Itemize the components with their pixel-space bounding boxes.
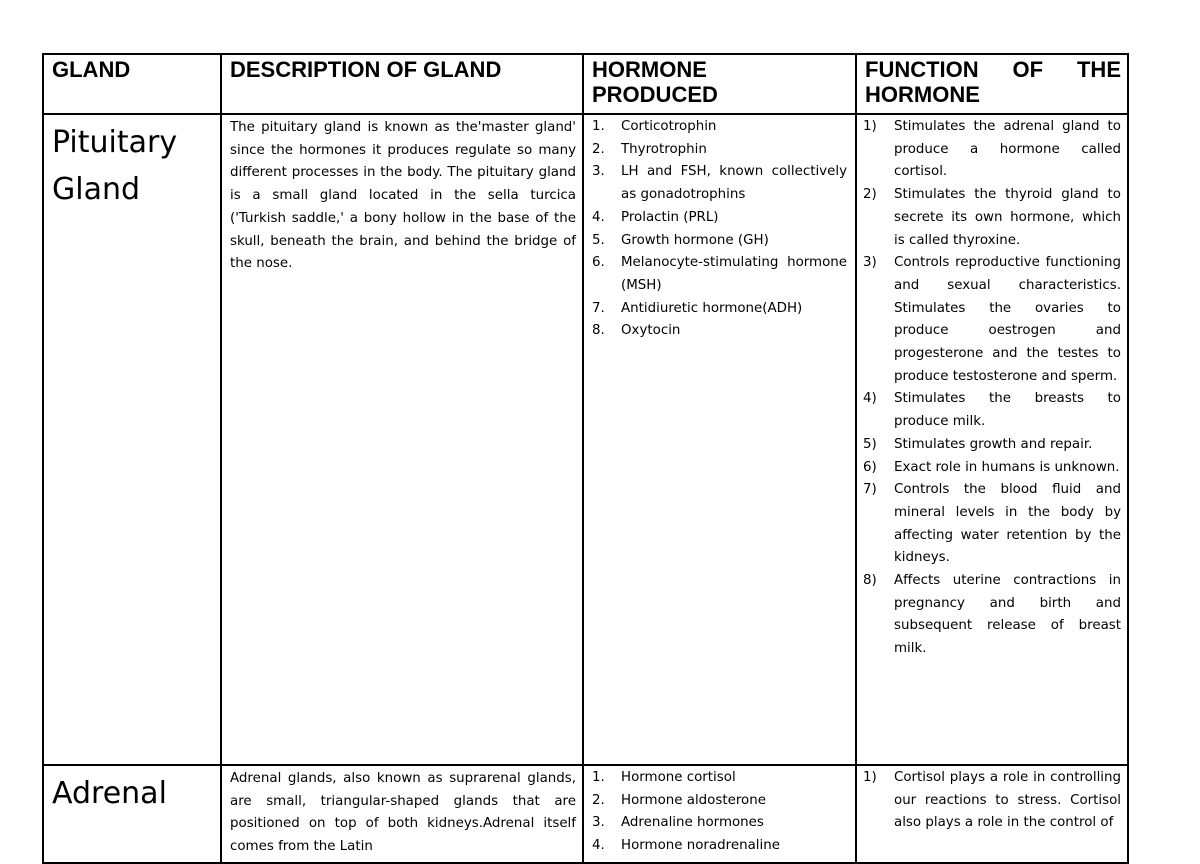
- function-text: Controls the blood fluid and mineral levels in the body by affecting water retention by the kidneys.: [894, 482, 1121, 566]
- list-item: [592, 835, 847, 858]
- list-number: 2.: [592, 141, 605, 157]
- list-item: [863, 457, 1121, 480]
- hormone-list: [584, 115, 855, 343]
- list-item: [863, 252, 1121, 388]
- list-item: [863, 570, 1121, 661]
- list-number: 1): [863, 119, 877, 134]
- list-number: 3): [863, 255, 877, 271]
- function-text: Affects uterine contractions in pregnancy and birth and subsequent release of breast milk.: [894, 573, 1121, 657]
- header-gland-text: GLAND: [52, 57, 131, 82]
- hormone-name: Hormone aldosterone: [621, 792, 766, 808]
- list-number: 4.: [592, 838, 605, 854]
- list-item: [592, 320, 847, 343]
- list-item: [592, 790, 847, 813]
- hormone-name: Growth hormone (GH): [621, 232, 769, 248]
- gland-description: The pituitary gland is known as the'master gland' since the hormones it produces regulate so many different processes in the body. The pituitary gland is a small gland located in the sella turcica ('Turkish saddle,' a bony hollow in the base of the skull, beneath the brain, and behind the bridge of the nose.: [221, 114, 583, 765]
- list-item: [863, 184, 1121, 252]
- list-item: [592, 252, 847, 297]
- hormone-name: Adrenaline hormones: [621, 815, 764, 831]
- list-item: [863, 479, 1121, 570]
- list-item: [863, 434, 1121, 457]
- hormone-name: Thyrotrophin: [621, 141, 707, 157]
- list-number: 6): [863, 459, 877, 475]
- function-text: Stimulates the thyroid gland to secrete its own hormone, which is called thyroxine.: [894, 187, 1121, 248]
- list-number: 6.: [592, 255, 605, 271]
- list-item: [592, 139, 847, 162]
- header-description-text: DESCRIPTION OF GLAND: [230, 57, 502, 82]
- list-number: 4.: [592, 209, 605, 225]
- header-hormone-produced: [583, 54, 856, 114]
- gland-description: Adrenal glands, also known as suprarenal glands, are small, triangular-shaped glands that are positioned on top of both kidneys.Adrenal itself comes from the Latin: [221, 765, 583, 863]
- hormone-name: Corticotrophin: [621, 119, 717, 134]
- hormone-list: [584, 766, 855, 858]
- function-text: Cortisol plays a role in controlling our reactions to stress. Cortisol also plays a role in the control of: [894, 770, 1121, 831]
- function-text: Exact role in humans is unknown.: [894, 459, 1120, 475]
- list-number: 8.: [592, 323, 605, 339]
- functions-cell: [856, 114, 1128, 765]
- table-row: [43, 765, 1128, 863]
- hormone-name: Prolactin (PRL): [621, 209, 719, 225]
- hormone-name: Hormone noradrenaline: [621, 838, 780, 854]
- header-function: [856, 54, 1128, 114]
- list-number: 1): [863, 770, 877, 785]
- list-number: 1.: [592, 770, 605, 785]
- list-item: [592, 207, 847, 230]
- gland-name-cell: [43, 114, 221, 765]
- hormone-name: LH and FSH, known collectively as gonadotrophins: [621, 164, 847, 203]
- gland-name-line2: Gland: [52, 172, 141, 207]
- table-row: [43, 114, 1128, 765]
- list-item: [592, 298, 847, 321]
- list-number: 2.: [592, 792, 605, 808]
- list-number: 3.: [592, 815, 605, 831]
- list-item: [592, 161, 847, 206]
- hormone-name: Hormone cortisol: [621, 770, 736, 785]
- function-text: Stimulates growth and repair.: [894, 436, 1093, 452]
- hormone-name: Oxytocin: [621, 323, 681, 339]
- list-number: 2): [863, 187, 877, 203]
- hormone-name: Antidiuretic hormone(ADH): [621, 300, 803, 316]
- header-gland: [43, 54, 221, 114]
- list-number: 3.: [592, 164, 605, 180]
- header-hormone-line1: HORMONE: [592, 57, 707, 82]
- function-list: [857, 115, 1127, 661]
- list-item: [863, 388, 1121, 433]
- hormones-cell: [583, 114, 856, 765]
- header-function-line2: HORMONE: [865, 82, 980, 107]
- list-item: [592, 767, 847, 790]
- list-item: [592, 230, 847, 253]
- hormone-name: Melanocyte-stimulating hormone (MSH): [621, 255, 847, 293]
- hormones-cell: [583, 765, 856, 863]
- list-item: [863, 116, 1121, 184]
- list-number: 7.: [592, 300, 605, 316]
- function-text: Controls reproductive functioning and sexual characteristics. Stimulates the ovaries to produce oestrogen and progesterone and the testes to produce testosterone and sperm.: [894, 255, 1121, 384]
- gland-name-cell: [43, 765, 221, 863]
- gland-name-line1: Pituitary: [52, 125, 178, 160]
- function-text: Stimulates the adrenal gland to produce a hormone called cortisol.: [894, 119, 1121, 180]
- header-hormone-line2: PRODUCED: [592, 82, 718, 107]
- function-list: [857, 766, 1127, 835]
- gland-name-line1: Adrenal: [52, 776, 167, 811]
- header-row: [43, 54, 1128, 114]
- header-function-line1: FUNCTION OF THE: [865, 57, 1121, 82]
- gland-table: [42, 53, 1129, 864]
- list-item: [592, 812, 847, 835]
- list-number: 5): [863, 436, 877, 452]
- list-item: [592, 116, 847, 139]
- function-text: Stimulates the breasts to produce milk.: [894, 391, 1121, 430]
- list-number: 5.: [592, 232, 605, 248]
- header-description: [221, 54, 583, 114]
- list-item: [863, 767, 1121, 835]
- list-number: 4): [863, 391, 877, 407]
- list-number: 1.: [592, 119, 605, 134]
- list-number: 7): [863, 482, 877, 498]
- list-number: 8): [863, 573, 877, 589]
- functions-cell: [856, 765, 1128, 863]
